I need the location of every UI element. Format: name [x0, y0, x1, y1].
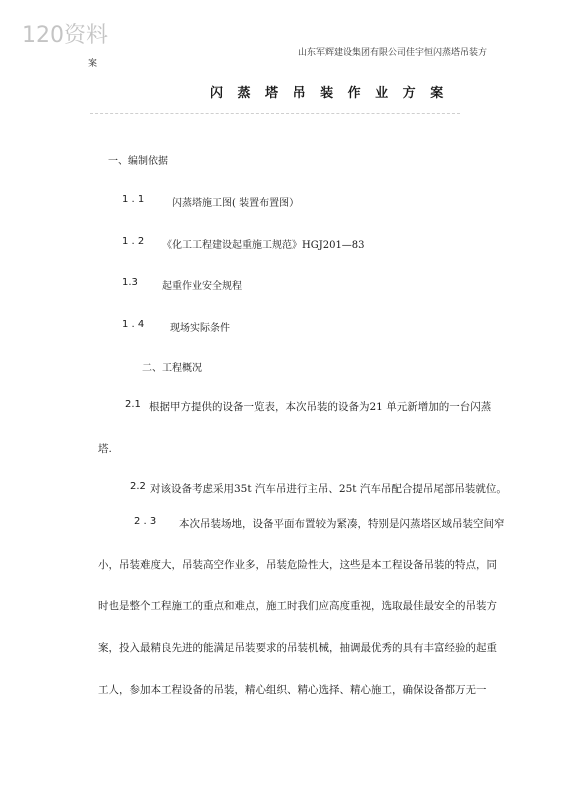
para-2-3-line-1: 本次吊装场地，设备平面布置较为紧凑，特别是闪蒸塔区域吊装空间窄: [179, 518, 505, 530]
section-heading-2: 二、工程概况: [142, 363, 202, 374]
item-number-1-3: 1.3: [122, 277, 138, 288]
item-text-1-2: 《化工工程建设起重施工规范》HGJ201—83: [162, 240, 365, 251]
para-2-1-line-2: 塔.: [98, 443, 112, 455]
item-text-1-3: 起重作业安全规程: [162, 281, 242, 292]
running-header: 山东军辉建设集团有限公司佳宇恒闪蒸塔吊装方: [298, 48, 488, 58]
para-2-3-line-2: 小，吊装难度大，吊装高空作业多，吊装危险性大，这些是本工程设备吊装的特点，同: [98, 559, 497, 571]
para-2-1-line-1: 根据甲方提供的设备一览表，本次吊装的设备为21 单元新增加的一台闪蒸: [149, 401, 492, 413]
para-number-2-2: 2.2: [130, 481, 146, 492]
para-2-2-text: 对该设备考虑采用35t 汽车吊进行主吊、25t 汽车吊配合提吊尾部吊装就位。: [150, 483, 507, 495]
para-number-2-3: 2 . 3: [134, 516, 157, 527]
para-2-3-line-4: 案，投入最精良先进的能满足吊装要求的吊装机械，抽调最优秀的具有丰富经验的起重: [98, 642, 497, 654]
item-text-1-1: 闪蒸塔施工图( 装置布置图）: [172, 198, 300, 209]
para-2-3-line-3: 时也是整个工程施工的重点和难点，施工时我们应高度重视，选取最佳最安全的吊装方: [98, 600, 497, 612]
para-2-3-line-5: 工人，参加本工程设备的吊装，精心组织、精心选择、精心施工，确保设备都万无一: [98, 684, 487, 696]
item-number-1-2: 1 . 2: [122, 236, 145, 247]
section-heading-1: 一、编制依据: [108, 156, 168, 167]
item-text-1-4: 现场实际条件: [170, 323, 230, 334]
para-number-2-1: 2.1: [125, 399, 141, 410]
item-number-1-1: 1 . 1: [122, 194, 145, 205]
item-number-1-4: 1 . 4: [122, 319, 145, 330]
title-divider: [90, 113, 460, 114]
document-title: 闪 蒸 塔 吊 装 作 业 方 案: [210, 86, 449, 101]
running-header-continuation: 案: [88, 59, 98, 69]
watermark-logo: 120资料: [22, 23, 108, 48]
